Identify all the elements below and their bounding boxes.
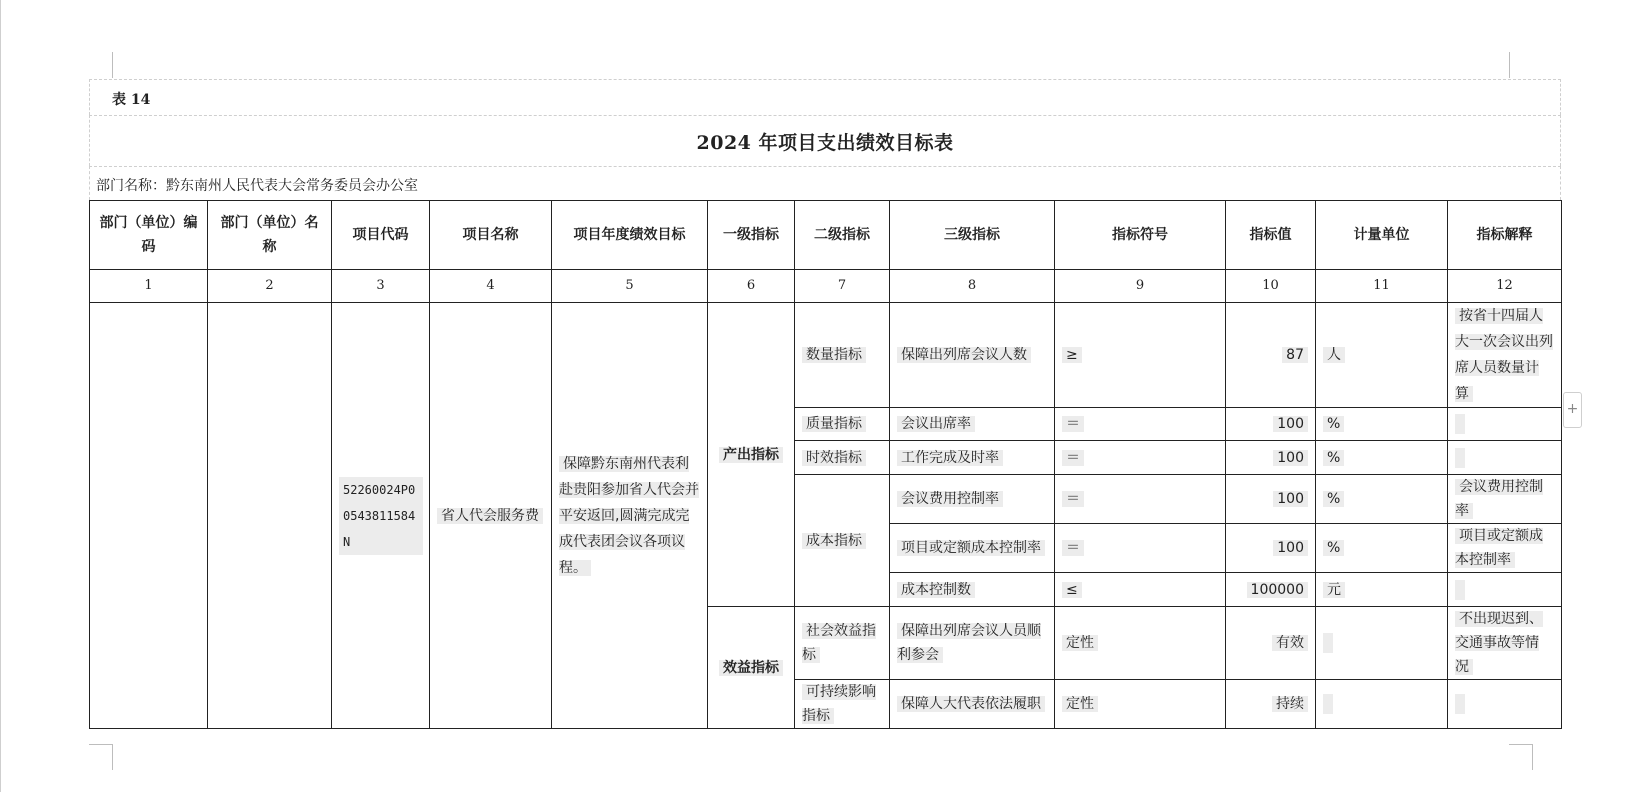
- value-cell[interactable]: [1226, 408, 1316, 441]
- unit-cell[interactable]: [1316, 408, 1448, 441]
- header-cell: 三级指标: [890, 201, 1055, 270]
- note-cell[interactable]: [1448, 441, 1562, 475]
- level3-label: 保障出列席会议人数: [897, 347, 1031, 363]
- crop-mark: [89, 744, 113, 745]
- symbol: ＝: [1062, 416, 1084, 432]
- column-number: 9: [1055, 270, 1226, 303]
- symbol: ＝: [1062, 450, 1084, 466]
- level3-cell[interactable]: [890, 524, 1055, 573]
- value: 持续: [1272, 696, 1308, 712]
- value: 100: [1273, 416, 1308, 432]
- value-cell[interactable]: [1226, 680, 1316, 729]
- level2-cell[interactable]: [795, 303, 890, 408]
- note: [1455, 580, 1465, 600]
- level3-cell[interactable]: [890, 303, 1055, 408]
- project-name: 省人代会服务费: [437, 508, 543, 524]
- column-number: 4: [430, 270, 552, 303]
- unit: %: [1323, 540, 1344, 556]
- level3-cell[interactable]: [890, 475, 1055, 524]
- unit: 元: [1323, 582, 1345, 598]
- dept-code-cell[interactable]: [90, 303, 208, 729]
- note-cell[interactable]: [1448, 303, 1562, 408]
- project-goal: 保障黔东南州代表利赴贵阳参加省人代会并平安返回,圆满完成完成代表团会议各项议程。: [559, 455, 699, 576]
- unit-cell[interactable]: [1316, 475, 1448, 524]
- value-cell[interactable]: [1226, 607, 1316, 680]
- unit: %: [1323, 416, 1344, 432]
- symbol-cell[interactable]: [1055, 573, 1226, 607]
- level3-cell[interactable]: [890, 408, 1055, 441]
- dept-name-cell[interactable]: [208, 303, 332, 729]
- page-edge: [0, 0, 1, 792]
- value: 100000: [1247, 582, 1308, 598]
- note: [1455, 448, 1465, 468]
- level1-output: 产出指标: [719, 447, 783, 463]
- level3-label: 项目或定额成本控制率: [897, 540, 1045, 556]
- document-body: [89, 79, 1561, 729]
- column-number: 1: [90, 270, 208, 303]
- unit: %: [1323, 491, 1344, 507]
- department-name: 部门名称：黔东南州人民代表大会常务委员会办公室: [96, 178, 418, 194]
- header-cell: 指标解释: [1448, 201, 1562, 270]
- level1-benefit-cell[interactable]: [708, 607, 795, 729]
- table-label: 表 14: [112, 92, 151, 108]
- note: 项目或定额成本控制率: [1455, 528, 1543, 568]
- level2-label: 质量指标: [802, 416, 866, 432]
- page-title: 2024 年项目支出绩效目标表: [696, 132, 954, 154]
- crop-mark: [112, 52, 113, 78]
- level2-label: 数量指标: [802, 347, 866, 363]
- level3-label: 保障出列席会议人员顺利参会: [897, 623, 1041, 663]
- level2-label: 时效指标: [802, 450, 866, 466]
- header-cell: 指标符号: [1055, 201, 1226, 270]
- unit-cell[interactable]: [1316, 524, 1448, 573]
- note-cell[interactable]: [1448, 475, 1562, 524]
- symbol: ≥: [1062, 347, 1082, 363]
- project-code-cell[interactable]: [332, 303, 430, 729]
- level3-cell[interactable]: [890, 680, 1055, 729]
- symbol-cell[interactable]: [1055, 524, 1226, 573]
- note: 按省十四届人大一次会议出列席人员数量计算: [1455, 308, 1553, 402]
- column-number: 6: [708, 270, 795, 303]
- symbol-cell[interactable]: [1055, 475, 1226, 524]
- header-cell: 指标值: [1226, 201, 1316, 270]
- value: 有效: [1272, 635, 1308, 651]
- level3-label: 会议费用控制率: [897, 491, 1003, 507]
- symbol-cell[interactable]: [1055, 303, 1226, 408]
- column-number: 5: [552, 270, 708, 303]
- level3-cell[interactable]: [890, 441, 1055, 475]
- value-cell[interactable]: [1226, 573, 1316, 607]
- title-row: [89, 115, 1561, 166]
- note: [1455, 414, 1465, 434]
- level3-cell[interactable]: [890, 573, 1055, 607]
- performance-table: [89, 200, 1562, 729]
- level2-label: 可持续影响指标: [802, 684, 876, 724]
- level1-benefit: 效益指标: [719, 660, 783, 676]
- project-goal-cell[interactable]: [552, 303, 708, 729]
- header-cell: 部门（单位）编码: [90, 201, 208, 270]
- header-cell: 二级指标: [795, 201, 890, 270]
- column-number-row: [90, 270, 1562, 303]
- note-cell[interactable]: [1448, 607, 1562, 680]
- value: 100: [1273, 450, 1308, 466]
- level2-cell[interactable]: [795, 475, 890, 607]
- dept-row: [89, 166, 1561, 200]
- unit-cell[interactable]: [1316, 607, 1448, 680]
- level2-label: 社会效益指标: [802, 623, 876, 663]
- symbol: ＝: [1062, 540, 1084, 556]
- column-number: 7: [795, 270, 890, 303]
- column-number: 8: [890, 270, 1055, 303]
- symbol-cell[interactable]: [1055, 408, 1226, 441]
- header-cell: 计量单位: [1316, 201, 1448, 270]
- unit: [1323, 633, 1333, 653]
- header-cell: 项目代码: [332, 201, 430, 270]
- note: [1455, 694, 1465, 714]
- header-row: [90, 201, 1562, 270]
- unit: %: [1323, 450, 1344, 466]
- column-number: 3: [332, 270, 430, 303]
- note: 会议费用控制率: [1455, 479, 1543, 519]
- unit-cell[interactable]: [1316, 303, 1448, 408]
- level3-label: 会议出席率: [897, 416, 975, 432]
- column-number: 2: [208, 270, 332, 303]
- value: 100: [1273, 540, 1308, 556]
- unit-cell[interactable]: [1316, 680, 1448, 729]
- note-cell[interactable]: [1448, 680, 1562, 729]
- level3-label: 保障人大代表依法履职: [897, 696, 1045, 712]
- symbol: ＝: [1062, 491, 1084, 507]
- column-number: 12: [1448, 270, 1562, 303]
- unit: 人: [1323, 347, 1345, 363]
- table-row: [90, 303, 1562, 408]
- project-code: 52260024P00543811584N: [339, 477, 423, 555]
- symbol: 定性: [1062, 635, 1098, 651]
- header-cell: 部门（单位）名称: [208, 201, 332, 270]
- value-cell[interactable]: [1226, 441, 1316, 475]
- project-name-cell[interactable]: [430, 303, 552, 729]
- symbol: ≤: [1062, 582, 1082, 598]
- level2-cell[interactable]: [795, 607, 890, 680]
- header-cell: 项目年度绩效目标: [552, 201, 708, 270]
- crop-mark: [112, 744, 113, 770]
- crop-mark: [1532, 744, 1533, 770]
- note-cell[interactable]: [1448, 524, 1562, 573]
- unit-cell[interactable]: [1316, 441, 1448, 475]
- header-cell: 一级指标: [708, 201, 795, 270]
- unit: [1323, 694, 1333, 714]
- level3-cell[interactable]: [890, 607, 1055, 680]
- level2-cell[interactable]: [795, 408, 890, 441]
- level1-output-cell[interactable]: [708, 303, 795, 607]
- symbol-cell[interactable]: [1055, 680, 1226, 729]
- value-cell[interactable]: [1226, 475, 1316, 524]
- crop-mark: [1509, 52, 1510, 78]
- value: 100: [1273, 491, 1308, 507]
- header-cell: 项目名称: [430, 201, 552, 270]
- note-cell[interactable]: [1448, 573, 1562, 607]
- column-number: 10: [1226, 270, 1316, 303]
- symbol-cell[interactable]: [1055, 607, 1226, 680]
- label-row: [89, 79, 1561, 115]
- column-number: 11: [1316, 270, 1448, 303]
- level2-cell[interactable]: [795, 680, 890, 729]
- level3-label: 成本控制数: [897, 582, 975, 598]
- add-column-button[interactable]: +: [1563, 392, 1582, 428]
- value-cell[interactable]: [1226, 524, 1316, 573]
- crop-mark: [1509, 744, 1533, 745]
- level2-cell[interactable]: [795, 441, 890, 475]
- level2-label: 成本指标: [802, 533, 866, 549]
- value-cell[interactable]: [1226, 303, 1316, 408]
- value: 87: [1282, 347, 1308, 363]
- unit-cell[interactable]: [1316, 573, 1448, 607]
- note-cell[interactable]: [1448, 408, 1562, 441]
- level3-label: 工作完成及时率: [897, 450, 1003, 466]
- symbol: 定性: [1062, 696, 1098, 712]
- note: 不出现迟到、交通事故等情况: [1455, 611, 1543, 675]
- symbol-cell[interactable]: [1055, 441, 1226, 475]
